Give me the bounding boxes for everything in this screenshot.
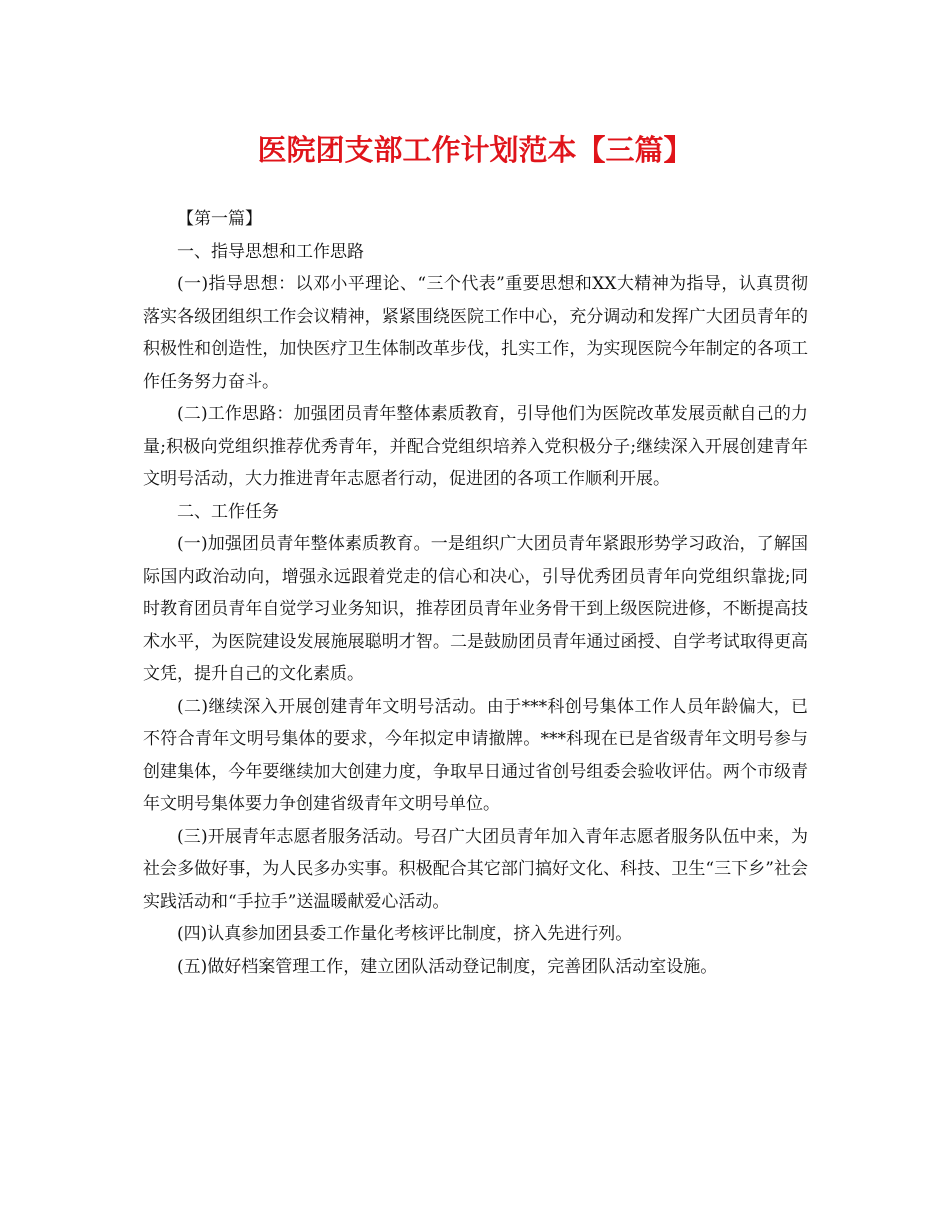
- paragraph: (一)加强团员青年整体素质教育。一是组织广大团员青年紧跟形势学习政治，了解国际国内政治动向，增强永远跟着党走的信心和决心，引导优秀团员青年向党组织靠拢;同时教育团员青年自觉学习业务知识，推荐团员青年业务骨干到上级医院进修，不断提高技术水平，为医院建设发展施展聪明才智。二是鼓励团员青年通过函授、自学考试取得更高文凭，提升自己的文化素质。: [143, 534, 808, 684]
- paragraph: (一)指导思想：以邓小平理论、“三个代表”重要思想和XX大精神为指导，认真贯彻落实各级团组织工作会议精神，紧紧围绕医院工作中心，充分调动和发挥广大团员青年的积极性和创造性，加快医疗卫生体制改革步伐，扎实工作，为实现医院今年制定的各项工作任务努力奋斗。: [143, 274, 808, 392]
- document-body: [143, 203, 808, 983]
- paragraph: (二)继续深入开展创建青年文明号活动。由于***科创号集体工作人员年龄偏大，已不符合青年文明号集体的要求，今年拟定申请撤牌。***科现在已是省级青年文明号参与创建集体，今年要继续加大创建力度，争取早日通过省创号组委会验收评估。两个市级青年文明号集体要力争创建省级青年文明号单位。: [143, 696, 808, 814]
- document-title: 医院团支部工作计划范本【三篇】: [257, 133, 693, 167]
- section-heading: 【第一篇】: [177, 209, 262, 229]
- paragraph: (五)做好档案管理工作，建立团队活动登记制度，完善团队活动室设施。: [177, 956, 718, 977]
- paragraph: (四)认真参加团县委工作量化考核评比制度，挤入先进行列。: [177, 924, 633, 944]
- subsection-heading: 一、指导思想和工作思路: [177, 241, 364, 262]
- paragraph: (三)开展青年志愿者服务活动。号召广大团员青年加入青年志愿者服务队伍中来，为社会多做好事，为人民多办实事。积极配合其它部门搞好文化、科技、卫生“三下乡”社会实践活动和“手拉手”送温暖献爱心活动。: [143, 826, 808, 912]
- paragraph: (二)工作思路：加强团员青年整体素质教育，引导他们为医院改革发展贡献自己的力量;积极向党组织推荐优秀青年，并配合党组织培养入党积极分子;继续深入开展创建青年文明号活动，大力推进青年志愿者行动，促进团的各项工作顺利开展。: [143, 404, 808, 489]
- subsection-heading: 二、工作任务: [177, 501, 279, 522]
